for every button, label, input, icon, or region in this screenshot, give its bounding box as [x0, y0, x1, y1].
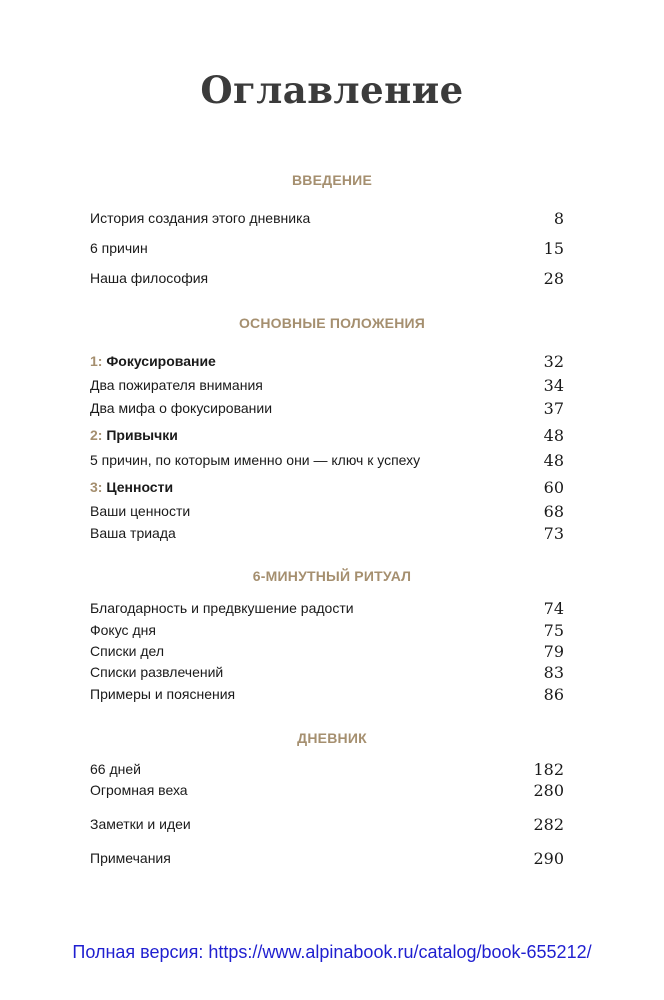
- toc-entry[interactable]: [90, 684, 564, 704]
- chapter-number: 1:: [90, 353, 103, 369]
- toc-entry-page: 280: [533, 781, 564, 800]
- toc-entry-page: 74: [543, 599, 564, 618]
- section-heading-ritual: 6-МИНУТНЫЙ РИТУАЛ: [252, 568, 412, 584]
- toc-entry-label: Наша философия: [90, 270, 209, 286]
- toc-entry[interactable]: [90, 208, 564, 228]
- toc-entry[interactable]: [90, 523, 564, 543]
- toc-chapter[interactable]: [90, 351, 564, 371]
- toc-chapter[interactable]: [90, 477, 564, 497]
- toc-entry-page: 28: [543, 269, 564, 288]
- toc-entry-page: 60: [543, 478, 564, 497]
- toc-entry-page: 32: [543, 352, 564, 371]
- toc-entry-page: 8: [553, 209, 564, 228]
- toc-entry-label: Примеры и пояснения: [90, 686, 236, 702]
- toc-entry-page: 282: [533, 815, 564, 834]
- toc-entry[interactable]: [90, 662, 564, 682]
- toc-entry-page: 79: [543, 642, 564, 661]
- toc-entry[interactable]: [90, 398, 564, 418]
- toc-entry[interactable]: [90, 848, 564, 868]
- toc-entry[interactable]: [90, 598, 564, 618]
- toc-entry-page: 83: [543, 663, 564, 682]
- toc-entry-page: 75: [543, 621, 564, 640]
- chapter-title: Привычки: [102, 427, 178, 443]
- toc-entry-label: Заметки и идеи: [90, 816, 191, 832]
- toc-entry[interactable]: [90, 375, 564, 395]
- toc-entry[interactable]: [90, 814, 564, 834]
- toc-entry[interactable]: [90, 268, 564, 288]
- toc-entry-page: 37: [543, 399, 564, 418]
- toc-entry[interactable]: [90, 641, 564, 661]
- toc-entry-label: Огромная веха: [90, 782, 188, 798]
- toc-entry-label: 6 причин: [90, 240, 148, 256]
- chapter-title: Фокусирование: [102, 353, 216, 369]
- toc-entry-label: История создания этого дневника: [90, 210, 311, 226]
- toc-entry-label: Два пожирателя внимания: [90, 377, 263, 393]
- section-heading-diary: ДНЕВНИК: [297, 730, 367, 746]
- toc-entry-page: 48: [543, 426, 564, 445]
- toc-entry-label: Фокус дня: [90, 622, 156, 638]
- toc-entry-page: 15: [543, 239, 564, 258]
- toc-entry-page: 34: [543, 376, 564, 395]
- toc-entry[interactable]: [90, 620, 564, 640]
- full-version-link[interactable]: Полная версия: https://www.alpinabook.ru/catalog/book-655212/: [72, 942, 592, 962]
- toc-entry-label: 5 причин, по которым именно они — ключ к успеху: [90, 452, 421, 468]
- toc-entry-page: 86: [543, 685, 564, 704]
- toc-entry-page: 48: [543, 451, 564, 470]
- chapter-number: 3:: [90, 479, 103, 495]
- toc-entry-page: 182: [533, 760, 564, 779]
- toc-entry-label: Списки дел: [90, 643, 165, 659]
- toc-chapter-label: [90, 479, 173, 495]
- toc-entry[interactable]: [90, 780, 564, 800]
- toc-chapter-label: [90, 353, 216, 369]
- toc-entry-label: 66 дней: [90, 761, 141, 777]
- toc-entry-label: Списки развлечений: [90, 664, 224, 680]
- toc-chapter[interactable]: [90, 425, 564, 445]
- toc-entry-label: Примечания: [90, 850, 171, 866]
- toc-entry[interactable]: [90, 501, 564, 521]
- toc-entry-page: 68: [543, 502, 564, 521]
- section-heading-intro: ВВЕДЕНИЕ: [292, 172, 372, 188]
- toc-chapter-label: [90, 427, 178, 443]
- chapter-title: Ценности: [102, 479, 174, 495]
- page-title: Оглавление: [200, 68, 464, 112]
- toc-entry-label: Ваши ценности: [90, 503, 191, 519]
- section-heading-main: ОСНОВНЫЕ ПОЛОЖЕНИЯ: [238, 315, 426, 331]
- toc-entry-label: Благодарность и предвкушение радости: [90, 600, 354, 616]
- toc-entry[interactable]: [90, 759, 564, 779]
- toc-entry-label: Два мифа о фокусировании: [90, 400, 273, 416]
- toc-entry-page: 73: [543, 524, 564, 543]
- toc-entry[interactable]: [90, 238, 564, 258]
- toc-entry-label: Ваша триада: [90, 525, 176, 541]
- toc-entry-page: 290: [533, 849, 564, 868]
- chapter-number: 2:: [90, 427, 103, 443]
- toc-entry[interactable]: [90, 450, 564, 470]
